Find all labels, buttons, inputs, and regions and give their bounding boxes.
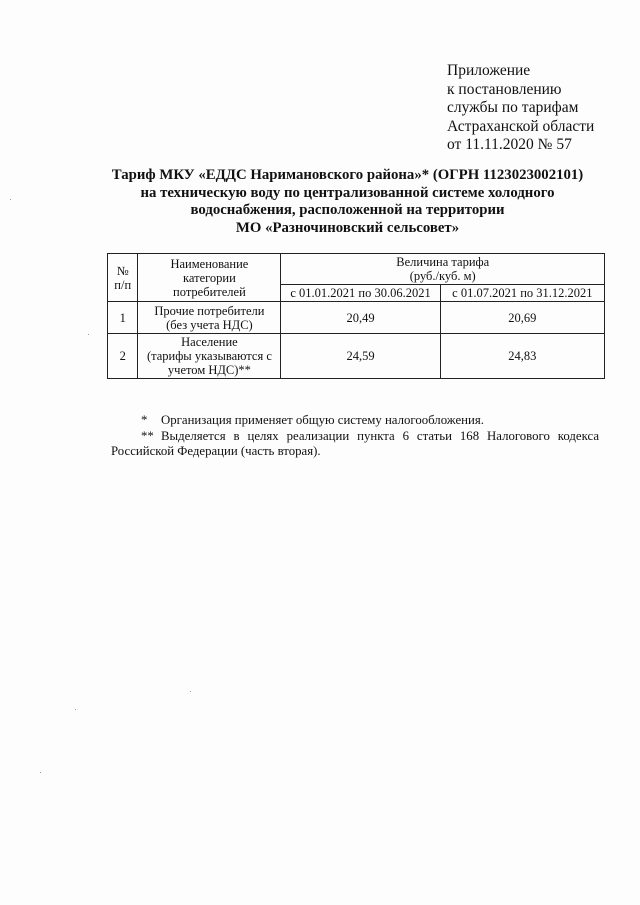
tariff-table bbox=[107, 253, 605, 379]
header-name-cell bbox=[138, 254, 281, 302]
header-period-1: с 01.01.2021 по 30.06.2021 bbox=[281, 285, 440, 302]
row-category bbox=[138, 334, 281, 379]
row-category-line: учетом НДС)** bbox=[167, 363, 251, 377]
row-value-period-1: 20,49 bbox=[281, 302, 440, 334]
footnote-1-mark: * bbox=[141, 413, 148, 427]
scan-speck bbox=[88, 334, 89, 335]
row-number: 1 bbox=[108, 302, 138, 334]
footnote-2-text: Выделяется в целях реализации пункта 6 статьи 168 Налогового кодекса Российской Федерации (часть вторая). bbox=[111, 428, 599, 458]
header-number-line: п/п bbox=[114, 277, 132, 292]
scan-speck bbox=[40, 772, 41, 773]
title-line: на техническую воду по централизованной системе холодного bbox=[140, 184, 555, 201]
row-category-line: (без учета НДС) bbox=[166, 317, 253, 332]
row-category bbox=[138, 302, 281, 334]
row-number: 2 bbox=[108, 334, 138, 379]
header-tariff-cell bbox=[281, 254, 605, 285]
row-value-period-2: 24,83 bbox=[440, 334, 604, 379]
header-name-line: Наименование bbox=[170, 256, 249, 271]
header-number-cell bbox=[108, 254, 138, 302]
appendix-block bbox=[447, 62, 594, 155]
footnotes bbox=[111, 413, 599, 460]
row-category-line: Прочие потребители bbox=[154, 303, 265, 318]
footnote-1-text: Организация применяет общую систему налогообложения. bbox=[161, 413, 484, 427]
row-category-line: Население bbox=[181, 335, 238, 349]
appendix-line: к постановлению bbox=[447, 80, 562, 98]
footnote-2-mark: ** bbox=[141, 428, 154, 443]
header-number-line: № bbox=[116, 263, 129, 278]
header-name-line: категории bbox=[183, 270, 236, 285]
row-value-period-1: 24,59 bbox=[281, 334, 440, 379]
appendix-line: Астраханской области bbox=[447, 117, 595, 135]
scan-speck bbox=[75, 709, 76, 710]
title-line: водоснабжения, расположенной на территории bbox=[190, 202, 505, 218]
footnote-2 bbox=[111, 429, 599, 460]
appendix-line: от 11.11.2020 № 57 bbox=[447, 136, 572, 153]
title-line: Тариф МКУ «ЕДДС Наримановского района»* (ОГРН 1123023002101) bbox=[111, 167, 584, 183]
scan-speck bbox=[10, 199, 11, 200]
header-tariff-line: (руб./куб. м) bbox=[409, 269, 476, 283]
title-line: МО «Разночиновский сельсовет» bbox=[235, 219, 460, 236]
header-tariff-line: Величина тарифа bbox=[396, 255, 490, 269]
appendix-line: службы по тарифам bbox=[447, 99, 579, 116]
appendix-line: Приложение bbox=[447, 62, 531, 79]
table-row bbox=[108, 334, 605, 379]
row-category-line: (тарифы указываются с bbox=[146, 349, 272, 363]
table-header-row bbox=[108, 254, 605, 285]
row-value-period-2: 20,69 bbox=[440, 302, 604, 334]
scan-speck bbox=[190, 691, 191, 692]
document-title bbox=[95, 167, 600, 237]
table-row bbox=[108, 302, 605, 334]
header-period-2: с 01.07.2021 по 31.12.2021 bbox=[440, 285, 604, 302]
header-name-line: потребителей bbox=[173, 284, 246, 299]
footnote-1 bbox=[111, 413, 599, 429]
